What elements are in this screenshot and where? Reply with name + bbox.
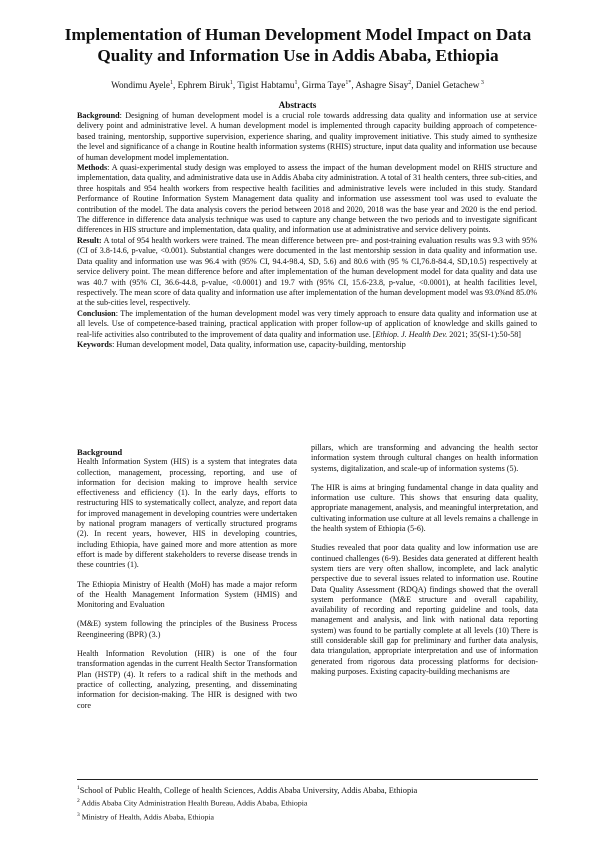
abstract-result-text: A total of 954 health workers were trained. The mean difference between pre- and post-training evaluation results was 9.3 with 95% (CI of 3.8-14.6, p-value, <0.001). Substantial changes were documented in the last mentorship session in data quality and information use. Data quality and information use was 96.4 with (95% CI, 94.4-98.4, SD, 5.6) and 80.6 with (95 % CI,76.8-84.4, SD,10.5) respectively at service delivery point. The mean difference before and after implementation of the human development model for data quality and data use was 40.7 with (95% CI, 36.6-44.8, p-value, <0.0001) and 19.7 with (95% CI, 15.6-23.8, p-value, <0.0001), at health facilities level, respectively. The mean score of data quality and information use after implementation of the human development model was 93.0%nd 85.0% at the sub-cities level, respectively. xyxy=(77,235,537,308)
author-name: Tigist Habtamu xyxy=(237,80,295,91)
author-affiliation-mark: 2 xyxy=(408,80,412,86)
body-column-right xyxy=(311,443,538,686)
author-affiliation-mark: 1 xyxy=(170,80,173,86)
author-separator: , xyxy=(351,80,356,91)
abstract xyxy=(77,111,537,350)
footnote-text: School of Public Health, College of health Sciences, Addis Ababa University, Addis Ababa, Ethiopia xyxy=(79,785,418,795)
footnotes xyxy=(77,783,547,823)
body-paragraph: Studies revealed that poor data quality and low information use are continued challenges (6-9). Besides data generated at different health system tiers are very often shallow, incomplete, and lack analytic perspective due to several issues related to information use. Routine Data Quality Assessment (RDQA) findings showed that the overall system performance (M&E structure and overall capability, availability of recording and reporting guideline and tools, data management and analysis, and link with national data reporting system) was found to be partially complete at all levels (10) There is still considerable skill gap for preliminary and further data analysis, data triangulation, appropriate interpretation and use of information generated from rigorous data processing platforms for decision-making purposes. Existing capacity-building mechanisms are xyxy=(311,543,538,676)
footnote-text: Ministry of Health, Addis Ababa, Ethiopia xyxy=(79,812,215,822)
footnote-mark: 2 xyxy=(77,798,80,805)
abstract-background-label: Background xyxy=(77,111,120,120)
author-name: Ephrem Biruk xyxy=(177,80,230,91)
footnote-text: Addis Ababa City Administration Health Bureau, Addis Ababa, Ethiopia xyxy=(79,798,308,808)
author-affiliation-mark: 1 xyxy=(294,80,298,86)
author-list xyxy=(40,77,555,91)
abstract-result xyxy=(77,236,537,309)
footnote-mark: 3 xyxy=(77,811,80,818)
author-name: Girma Taye xyxy=(302,80,346,91)
author-affiliation-mark: 3 xyxy=(479,80,484,86)
body-paragraph: (M&E) system following the principles of the Business Process Reengineering (BPR) (3.) xyxy=(77,619,297,639)
abstract-keywords-label: Keywords xyxy=(77,339,113,349)
author xyxy=(355,80,415,90)
author xyxy=(237,80,302,90)
author xyxy=(111,80,177,90)
body-paragraph: The HIR is aims at bringing fundamental change in data quality and information use culture. This shows that ensuring data quality, appropriate management, analysis, and meaningful interpretation, and cultivating information use culture at all levels remains a challenge in the health system of Ethiopia (5-6). xyxy=(311,482,538,534)
abstract-keywords xyxy=(77,340,537,350)
author-affiliation-mark: 1 xyxy=(229,80,233,86)
author-separator: , xyxy=(232,80,238,91)
abstract-methods-text: : A quasi-experimental study design was employed to assess the impact of the human development model on RHIS structure and implementation, data quality, and administrative data use in Addis Ababa city administration. A total of 31 health centers, three sub-cities, and three hospitals and 954 health workers from respective health facilities and administrative levels were included in this study. Standard Performance of Routine Information System Management data quality and information use assessment tool was used to evaluate the contribution of the model. The data analysis covers the period between 2018 and 2020, 2018 was the base year and 2020 is the end period. The difference in difference data analysis technique was used to capture any change between the two periods and to investigate significant differences in HIS structure and implementation, data quality, and information use at administrative and service delivery points. xyxy=(77,163,537,235)
footnote-mark: 1 xyxy=(77,785,80,791)
abstract-heading: Abstracts xyxy=(278,100,317,110)
abstract-keywords-text: : Human development model, Data quality, information use, capacity-building, mentorship xyxy=(112,339,406,349)
background-section xyxy=(77,447,297,571)
body-paragraph: Health Information Revolution (HIR) is one of the four transformation agendas in the current Health Sector Transformation Plan (HSTP) (4). It refers to a radical shift in the methods and practice of collecting, analyzing, presenting, and disseminating information for decision-making. The HIR is designed with two core xyxy=(77,649,297,710)
section-heading-background: Background xyxy=(77,447,123,457)
author-affiliation-mark: 1* xyxy=(345,80,352,86)
paper-title: Implementation of Human Development Model Impact on Data Quality and Information Use in Addis Ababa, Ethiopia xyxy=(64,25,532,65)
author-separator: , xyxy=(173,80,178,91)
author-separator: , xyxy=(297,80,303,91)
author xyxy=(416,80,484,90)
abstract-conclusion-label: Conclusion xyxy=(77,308,116,318)
abstract-conclusion-text: : The implementation of the human development model was very timely approach to ensure data quality and information use at all levels. Use of competence-based training, practical application with proper follow-up of application of knowledge and skills gained to real-life activities also contributed to the improvement of data quality and information use. [ xyxy=(77,308,537,339)
abstract-background-text: : Designing of human development model is a crucial role towards addressing data quality and information use at service delivery point and administrative level. A human development model is implemented through capacity building approach of competence-based training, mentorship, supportive supervision, experience sharing, and quality improvement initiative. This study aimed to synthesize the level and significance of a change in Routine health information systems (RHIS) structure, input data quality and information use because of human development model implementation. xyxy=(77,111,537,162)
citation-journal: Ethiop. J. Health Dev. xyxy=(375,329,448,339)
footnote-affiliation-1 xyxy=(77,783,547,796)
author-name: Daniel Getachew xyxy=(415,80,480,91)
footnote-affiliation-3 xyxy=(77,810,547,823)
body-column-left xyxy=(77,447,297,720)
author-name: Ashagre Sisay xyxy=(355,80,409,91)
citation-volume: 2021; 35(SI-1):50-58] xyxy=(447,329,521,339)
abstract-conclusion xyxy=(77,309,537,340)
body-paragraph: Health Information System (HIS) is a system that integrates data collection, management, processing, reporting, and use of information for decision making to improve health service effectiveness and efficiency (1). In the early days, efforts to restructuring HIS to systematically collect, analyze, and report data for improved management in developing countries were undertaken by national program managers of vertically structured programs (2). In recent years, however, HIS in developing countries, including Ethiopia, have gained more and more attention as more effort is made by different stakeholders to reverse disease trends in these countries (1). xyxy=(77,457,297,570)
abstract-background xyxy=(77,111,537,163)
author xyxy=(178,80,238,90)
author xyxy=(302,80,355,90)
footnote-divider xyxy=(77,779,538,780)
body-paragraph: pillars, which are transforming and advancing the health sector information system through cultural changes on health information systems, digitalization, and scale-up of information systems (5). xyxy=(311,443,538,473)
author-separator: , xyxy=(411,80,416,91)
abstract-methods xyxy=(77,163,537,236)
abstract-result-label: Result: xyxy=(77,235,102,245)
abstract-methods-label: Methods xyxy=(77,163,108,173)
author-name: Wondimu Ayele xyxy=(111,80,170,91)
body-paragraph: The Ethiopia Ministry of Health (MoH) has made a major reform of the Health Management Information System (HMIS) and Monitoring and Evaluation xyxy=(77,579,297,610)
footnote-affiliation-2 xyxy=(77,796,547,809)
